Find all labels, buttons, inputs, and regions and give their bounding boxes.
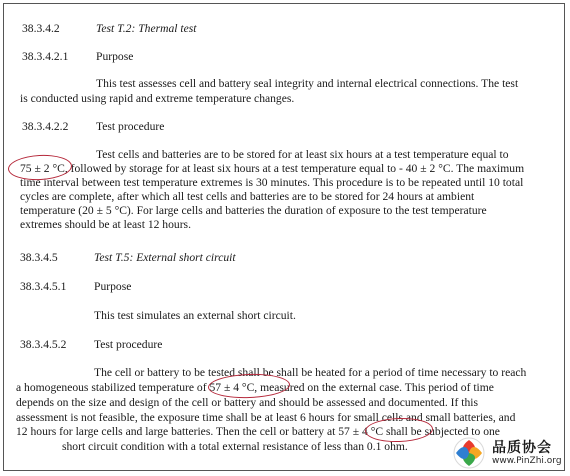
- subsection-number-t2-purpose: 38.3.4.2.1: [22, 50, 69, 63]
- t5-procedure-line-1: The cell or battery to be tested shall be shall be heated for a period of time necessary to reach: [94, 366, 527, 379]
- t2-purpose-line-1: This test assesses cell and battery seal integrity and internal electrical connections. The test: [96, 77, 519, 90]
- t2-procedure-line-4: cycles are complete, after which all test cells and batteries are to be stored for 24 hours at ambient: [20, 190, 475, 203]
- section-title-t2: Test T.2: Thermal test: [96, 22, 197, 35]
- t5-purpose-line-1: This test simulates an external short circuit.: [94, 309, 296, 322]
- t2-procedure-line-2: 75 ± 2 °C, followed by storage for at least six hours at a test temperature equal to - 40 ± 2 °C. The maximum: [20, 162, 525, 175]
- logo-url[interactable]: www.PinZhi.org: [492, 456, 562, 466]
- subsection-label-t2-purpose: Purpose: [96, 50, 134, 63]
- t2-procedure-line-5: temperature (20 ± 5 °C). For large cells and batteries the duration of exposure to the test temperature: [20, 204, 487, 217]
- section-title-t5: Test T.5: External short circuit: [94, 251, 236, 264]
- watermark-logo: [452, 436, 564, 470]
- t2-purpose-line-2: is conducted using rapid and extreme temperature changes.: [20, 92, 295, 105]
- t5-procedure-line-5: 12 hours for large cells and large batteries. Then the cell or battery at 57 ± 4 °C shall be subjected to one: [16, 425, 500, 438]
- logo-name: 品质协会: [492, 440, 552, 456]
- t5-procedure-line-4: assessment is not feasible, the exposure time shall be at least 6 hours for small cells and small batteries, and: [16, 411, 516, 424]
- subsection-number-t5-procedure: 38.3.4.5.2: [20, 338, 67, 351]
- subsection-number-t2-procedure: 38.3.4.2.2: [22, 120, 69, 133]
- section-number-t2: 38.3.4.2: [22, 22, 60, 35]
- t5-procedure-line-3: depends on the size and design of the cell or battery and should be assessed and documented. If this: [16, 396, 479, 409]
- section-number-t5: 38.3.4.5: [20, 251, 58, 264]
- t5-procedure-line-2: a homogeneous stabilized temperature of 57 ± 4 °C, measured on the external case. This period of time: [16, 381, 494, 394]
- t5-procedure-line-6: short circuit condition with a total external resistance of less than 0.1 ohm.: [62, 440, 408, 453]
- subsection-label-t5-purpose: Purpose: [94, 280, 132, 293]
- t2-procedure-line-3: time interval between test temperature extremes is 30 minutes. This procedure is to be repeated until 10 total: [20, 176, 524, 189]
- t2-procedure-line-1: Test cells and batteries are to be stored for at least six hours at a test temperature equal to: [96, 148, 509, 161]
- subsection-label-t2-procedure: Test procedure: [96, 120, 165, 133]
- t2-procedure-line-6: extremes should be at least 12 hours.: [20, 218, 191, 231]
- subsection-label-t5-procedure: Test procedure: [94, 338, 163, 351]
- pinzhi-logo-icon: [452, 436, 486, 470]
- subsection-number-t5-purpose: 38.3.4.5.1: [20, 280, 67, 293]
